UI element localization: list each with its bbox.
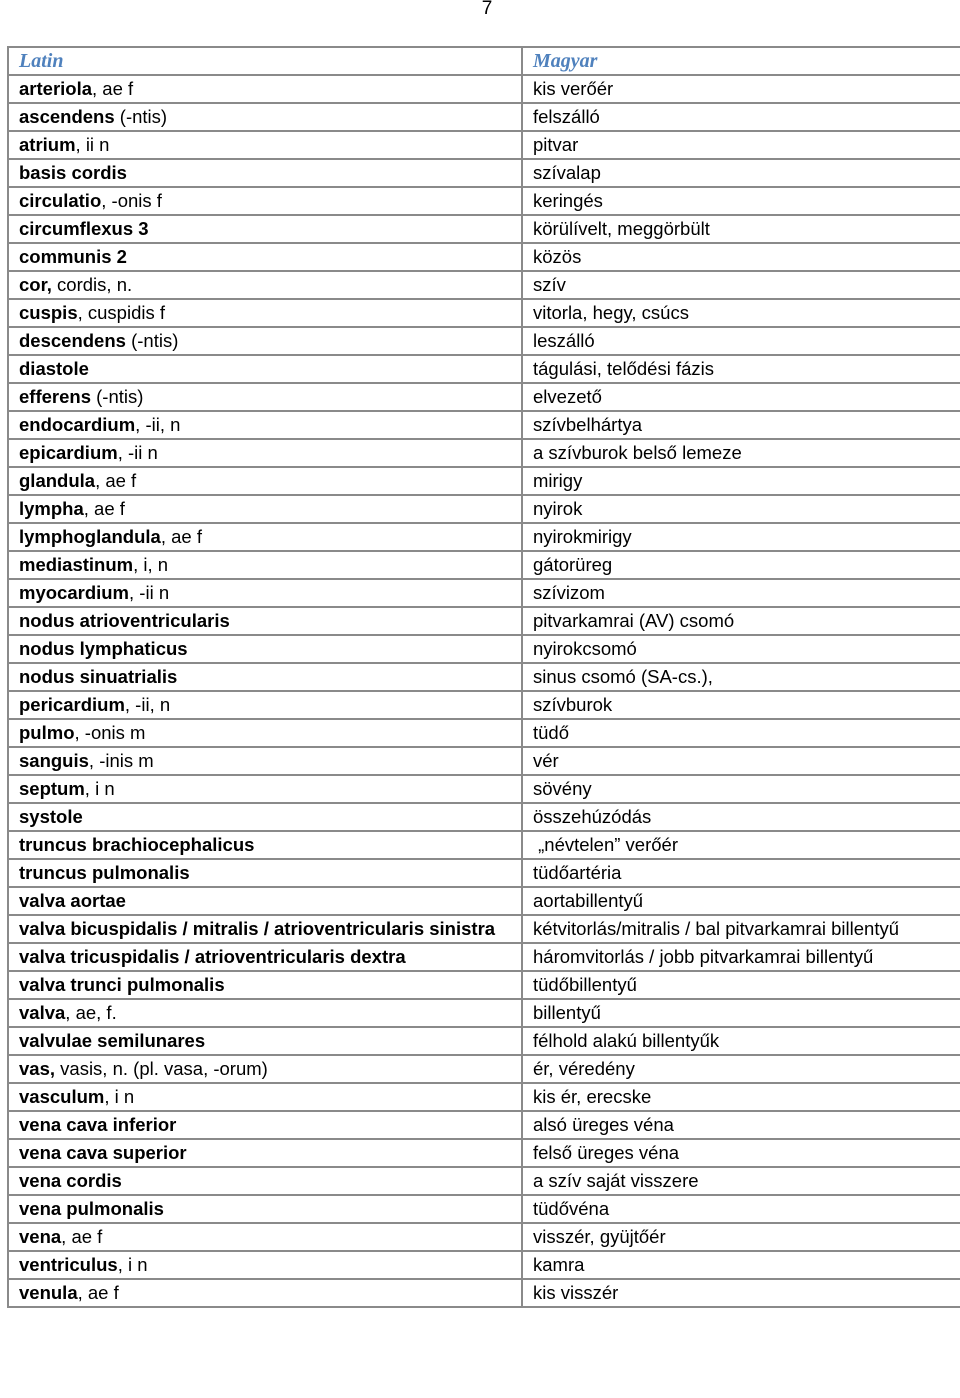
magyar-term-cell: kis verőér [522, 75, 960, 103]
latin-term-cell [8, 411, 522, 439]
magyar-term-cell: szívburok [522, 691, 960, 719]
latin-term-suffix: cordis, n. [51, 274, 133, 295]
latin-term-suffix: , -inis m [88, 750, 154, 771]
latin-term-bold: efferens [19, 386, 91, 407]
magyar-term-cell: nyirokmirigy [522, 523, 960, 551]
magyar-term-cell: mirigy [522, 467, 960, 495]
table-row [8, 439, 960, 467]
latin-term-bold: vena pulmonalis [19, 1198, 164, 1219]
table-row [8, 859, 960, 887]
latin-term-bold: valva aortae [19, 890, 126, 911]
latin-term-cell [8, 1251, 522, 1279]
latin-term-suffix: , ae f [95, 470, 137, 491]
table-row [8, 523, 960, 551]
magyar-term-cell: nyirokcsomó [522, 635, 960, 663]
magyar-term-cell: tágulási, telődési fázis [522, 355, 960, 383]
magyar-term-cell: keringés [522, 187, 960, 215]
table-row [8, 691, 960, 719]
latin-term-suffix: (-ntis) [114, 106, 168, 127]
latin-term-cell [8, 131, 522, 159]
latin-term-cell [8, 355, 522, 383]
latin-term-cell [8, 943, 522, 971]
magyar-term-cell: közös [522, 243, 960, 271]
table-row [8, 635, 960, 663]
latin-term-cell [8, 299, 522, 327]
latin-term-bold: cor, [19, 274, 52, 295]
table-row [8, 887, 960, 915]
latin-term-bold: circumflexus 3 [19, 218, 149, 239]
latin-term-bold: valva trunci pulmonalis [19, 974, 225, 995]
magyar-term-cell: kis visszér [522, 1279, 960, 1307]
latin-term-bold: glandula [19, 470, 96, 491]
latin-term-bold: nodus lymphaticus [19, 638, 188, 659]
latin-term-suffix: vasis, n. (pl. vasa, -orum) [55, 1058, 268, 1079]
latin-term-cell [8, 635, 522, 663]
latin-term-cell [8, 1111, 522, 1139]
table-row [8, 971, 960, 999]
table-row [8, 1251, 960, 1279]
latin-term-bold: endocardium [19, 414, 136, 435]
latin-term-bold: vasculum [19, 1086, 105, 1107]
magyar-term-cell: aortabillentyű [522, 887, 960, 915]
magyar-term-cell: tüdőartéria [522, 859, 960, 887]
magyar-term-cell: felszálló [522, 103, 960, 131]
latin-term-cell [8, 75, 522, 103]
latin-term-suffix: (-ntis) [125, 330, 179, 351]
latin-term-suffix: , -onis m [74, 722, 146, 743]
latin-term-bold: nodus atrioventricularis [19, 610, 230, 631]
latin-term-suffix: , -ii n [129, 582, 170, 603]
latin-term-cell [8, 915, 522, 943]
magyar-term-cell: a szív saját visszere [522, 1167, 960, 1195]
latin-term-cell [8, 187, 522, 215]
latin-term-cell [8, 523, 522, 551]
magyar-term-cell: ér, véredény [522, 1055, 960, 1083]
latin-term-bold: atrium [19, 134, 76, 155]
latin-term-suffix: , i n [117, 1254, 148, 1275]
latin-term-suffix: , i n [104, 1086, 135, 1107]
table-row [8, 1083, 960, 1111]
latin-term-cell [8, 1195, 522, 1223]
latin-term-cell [8, 803, 522, 831]
latin-term-cell [8, 971, 522, 999]
latin-term-bold: myocardium [19, 582, 130, 603]
table-row [8, 1223, 960, 1251]
latin-term-bold: lymphoglandula [19, 526, 161, 547]
latin-term-cell [8, 271, 522, 299]
magyar-term-cell: felső üreges véna [522, 1139, 960, 1167]
table-row [8, 775, 960, 803]
latin-term-cell [8, 159, 522, 187]
magyar-term-cell: alsó üreges véna [522, 1111, 960, 1139]
table-row [8, 243, 960, 271]
magyar-term-cell: kamra [522, 1251, 960, 1279]
latin-term-bold: valva bicuspidalis / mitralis / atrioventricularis sinistra [19, 918, 496, 939]
latin-term-suffix: , -ii, n [135, 414, 181, 435]
table-row [8, 467, 960, 495]
latin-term-cell [8, 327, 522, 355]
latin-term-cell [8, 691, 522, 719]
latin-term-cell [8, 1279, 522, 1307]
vocabulary-table [7, 46, 960, 1308]
latin-term-bold: vas, [19, 1058, 56, 1079]
latin-term-bold: lympha [19, 498, 84, 519]
table-row [8, 75, 960, 103]
magyar-term-cell: leszálló [522, 327, 960, 355]
latin-term-cell [8, 467, 522, 495]
latin-term-bold: sanguis [19, 750, 89, 771]
header-latin: Latin [8, 47, 522, 75]
latin-term-suffix: , ae f [83, 498, 125, 519]
table-row [8, 719, 960, 747]
latin-term-suffix: , ae f [61, 1226, 103, 1247]
table-row [8, 187, 960, 215]
latin-term-cell [8, 1167, 522, 1195]
latin-term-bold: vena [19, 1226, 62, 1247]
table-row [8, 299, 960, 327]
latin-term-suffix: , i, n [133, 554, 169, 575]
latin-term-suffix: , ae, f. [65, 1002, 117, 1023]
table-row [8, 1027, 960, 1055]
latin-term-bold: truncus pulmonalis [19, 862, 190, 883]
table-row [8, 159, 960, 187]
table-row [8, 803, 960, 831]
magyar-term-cell: körülívelt, meggörbült [522, 215, 960, 243]
latin-term-suffix: (-ntis) [90, 386, 144, 407]
latin-term-cell [8, 439, 522, 467]
latin-term-cell [8, 551, 522, 579]
table-row [8, 1195, 960, 1223]
latin-term-bold: vena cava superior [19, 1142, 187, 1163]
latin-term-suffix: , ii n [75, 134, 110, 155]
latin-term-bold: diastole [19, 358, 89, 379]
magyar-term-cell: „névtelen” verőér [522, 831, 960, 859]
latin-term-suffix: , ae f [160, 526, 202, 547]
table-row [8, 1055, 960, 1083]
magyar-term-cell: pitvar [522, 131, 960, 159]
latin-term-bold: valva tricuspidalis / atrioventricularis dextra [19, 946, 406, 967]
magyar-term-cell: szív [522, 271, 960, 299]
latin-term-cell [8, 103, 522, 131]
table-row [8, 747, 960, 775]
magyar-term-cell: tüdő [522, 719, 960, 747]
table-row [8, 383, 960, 411]
latin-term-cell [8, 215, 522, 243]
latin-term-cell [8, 607, 522, 635]
latin-term-bold: truncus brachiocephalicus [19, 834, 255, 855]
latin-term-bold: basis cordis [19, 162, 127, 183]
latin-term-bold: cuspis [19, 302, 78, 323]
table-row [8, 663, 960, 691]
latin-term-bold: communis 2 [19, 246, 127, 267]
magyar-term-cell: összehúzódás [522, 803, 960, 831]
latin-term-bold: epicardium [19, 442, 118, 463]
table-row [8, 999, 960, 1027]
latin-term-cell [8, 775, 522, 803]
table-row [8, 1111, 960, 1139]
table-row [8, 831, 960, 859]
magyar-term-cell: gátorüreg [522, 551, 960, 579]
magyar-term-cell: szívbelhártya [522, 411, 960, 439]
magyar-term-cell: vitorla, hegy, csúcs [522, 299, 960, 327]
table-row [8, 327, 960, 355]
latin-term-cell [8, 1027, 522, 1055]
table-row [8, 607, 960, 635]
latin-term-cell [8, 831, 522, 859]
latin-term-bold: mediastinum [19, 554, 134, 575]
latin-term-suffix: , i n [84, 778, 115, 799]
latin-term-cell [8, 663, 522, 691]
latin-term-cell [8, 719, 522, 747]
latin-term-cell [8, 859, 522, 887]
table-row [8, 1167, 960, 1195]
table-row [8, 215, 960, 243]
latin-term-suffix: , -onis f [101, 190, 162, 211]
latin-term-bold: valvulae semilunares [19, 1030, 206, 1051]
latin-term-bold: ventriculus [19, 1254, 118, 1275]
latin-term-cell [8, 495, 522, 523]
table-row [8, 495, 960, 523]
latin-term-cell [8, 1083, 522, 1111]
table-row [8, 1279, 960, 1307]
table-row [8, 1139, 960, 1167]
table-row [8, 271, 960, 299]
latin-term-suffix: , cuspidis f [77, 302, 166, 323]
latin-term-suffix: , ae f [77, 1282, 119, 1303]
magyar-term-cell: szívizom [522, 579, 960, 607]
latin-term-cell [8, 887, 522, 915]
latin-term-suffix: , -ii, n [124, 694, 171, 715]
header-magyar: Magyar [522, 47, 960, 75]
latin-term-cell [8, 1139, 522, 1167]
latin-term-bold: circulatio [19, 190, 102, 211]
latin-term-bold: septum [19, 778, 85, 799]
magyar-term-cell: tüdővéna [522, 1195, 960, 1223]
page-number: 7 [481, 0, 493, 19]
magyar-term-cell: sinus csomó (SA-cs.), [522, 663, 960, 691]
latin-term-cell [8, 579, 522, 607]
table-header-row [8, 47, 960, 75]
latin-term-bold: valva [19, 1002, 66, 1023]
latin-term-cell [8, 1223, 522, 1251]
latin-term-cell [8, 383, 522, 411]
magyar-term-cell: elvezető [522, 383, 960, 411]
latin-term-bold: pulmo [19, 722, 75, 743]
magyar-term-cell: a szívburok belső lemeze [522, 439, 960, 467]
latin-term-suffix: , ae f [92, 78, 134, 99]
table-row [8, 551, 960, 579]
magyar-term-cell: kis ér, erecske [522, 1083, 960, 1111]
latin-term-cell [8, 1055, 522, 1083]
latin-term-bold: descendens [19, 330, 126, 351]
magyar-term-cell: tüdőbillentyű [522, 971, 960, 999]
latin-term-suffix: , -ii n [117, 442, 158, 463]
latin-term-bold: venula [19, 1282, 78, 1303]
latin-term-bold: ascendens [19, 106, 115, 127]
magyar-term-cell: kétvitorlás/mitralis / bal pitvarkamrai billentyű [522, 915, 960, 943]
table-row [8, 411, 960, 439]
latin-term-bold: systole [19, 806, 83, 827]
table-row [8, 103, 960, 131]
magyar-term-cell: félhold alakú billentyűk [522, 1027, 960, 1055]
table-row [8, 915, 960, 943]
table-row [8, 355, 960, 383]
magyar-term-cell: háromvitorlás / jobb pitvarkamrai billentyű [522, 943, 960, 971]
latin-term-bold: vena cordis [19, 1170, 122, 1191]
latin-term-cell [8, 747, 522, 775]
latin-term-bold: vena cava inferior [19, 1114, 177, 1135]
latin-term-bold: arteriola [19, 78, 93, 99]
table-row [8, 943, 960, 971]
table-row [8, 579, 960, 607]
magyar-term-cell: visszér, gyüjtőér [522, 1223, 960, 1251]
magyar-term-cell: szívalap [522, 159, 960, 187]
table-row [8, 131, 960, 159]
magyar-term-cell: vér [522, 747, 960, 775]
vocabulary-table-body [8, 47, 960, 1307]
latin-term-bold: pericardium [19, 694, 125, 715]
latin-term-bold: nodus sinuatrialis [19, 666, 178, 687]
magyar-term-cell: nyirok [522, 495, 960, 523]
magyar-term-cell: pitvarkamrai (AV) csomó [522, 607, 960, 635]
latin-term-cell [8, 243, 522, 271]
latin-term-cell [8, 999, 522, 1027]
magyar-term-cell: billentyű [522, 999, 960, 1027]
magyar-term-cell: sövény [522, 775, 960, 803]
